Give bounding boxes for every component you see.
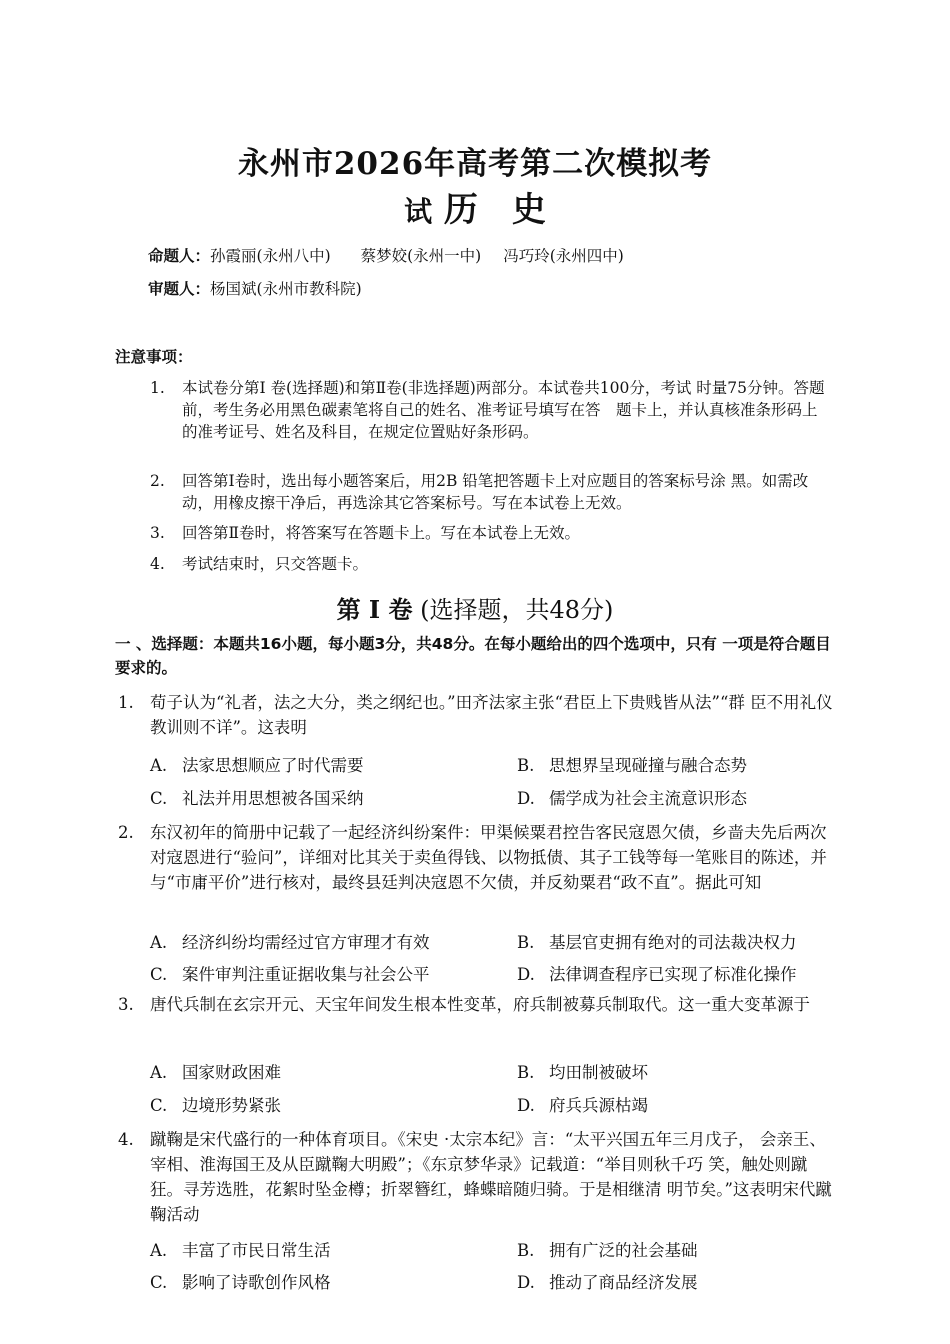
option-d	[517, 961, 797, 985]
option-text: 丰富了市民日常生活	[182, 1241, 331, 1260]
question-stem: 东汉初年的简册中记载了一起经济纠纷案件：甲渠候粟君控告客民寇恩欠债，乡啬夫先后两次对寇恩进行“验问”，详细对比其关于卖鱼得钱、以物抵债、其子工钱等每一笔账目的陈述，并与“市庸平价”进行核对，最终县廷判决寇恩不欠债，并反劾粟君“政不直”。据此可知	[150, 823, 827, 892]
question-number: 1.	[118, 693, 134, 712]
option-label: A.	[150, 933, 168, 952]
proposer-3: 冯巧玲(永州四中)	[503, 247, 624, 265]
note-num: 1.	[150, 379, 165, 397]
option-text: 思想界呈现碰撞与融合态势	[549, 756, 747, 775]
option-d	[517, 1092, 648, 1116]
proposer-label: 命题人：	[148, 247, 211, 265]
proposer-1: 孙霞丽(永州八中)	[210, 247, 331, 265]
reviewer: 杨国斌(永州市教科院)	[210, 280, 362, 298]
question-number: 3.	[118, 995, 134, 1014]
option-label: D.	[517, 789, 535, 808]
option-text: 案件审判注重证据收集与社会公平	[182, 965, 430, 984]
option-a	[150, 752, 364, 776]
subject-name: 历 史	[443, 190, 546, 230]
subject-prefix: 试	[404, 195, 433, 228]
reviewer-line	[148, 277, 362, 299]
option-c	[150, 961, 430, 985]
question-1	[118, 690, 833, 740]
exam-subject	[0, 182, 950, 231]
option-d	[517, 785, 747, 809]
note-text: 回答第Ⅱ卷时，将答案写在答题卡上。写在本试卷上无效。	[182, 524, 581, 542]
option-c	[150, 785, 364, 809]
option-text: 推动了商品经济发展	[549, 1273, 698, 1292]
option-label: D.	[517, 965, 535, 984]
option-label: B.	[517, 1063, 535, 1082]
note-item	[150, 553, 830, 575]
note-num: 2.	[150, 472, 165, 490]
part-instructions: 一 、选择题：本题共16小题，每小题3分，共48分。在每小题给出的四个选项中，只有 一项是符合题目要求的。	[115, 635, 831, 677]
note-num: 3.	[150, 524, 165, 542]
option-label: A.	[150, 1063, 168, 1082]
question-stem: 蹴鞠是宋代盛行的一种体育项目。《宋史 ·太宗本纪》言：“太平兴国五年三月戊子， 会亲王、宰相、淮海国王及从臣蹴鞠大明殿”；《东京梦华录》记载道：“举目则秋千巧 笑，触处则蹴狂。寻芳选胜，花絮时坠金樽；折翠簪红，蜂蝶暗随归骑。于是相继清 明节矣。”这表明宋代蹴鞠活动	[150, 1130, 832, 1224]
question-stem: 荀子认为“礼者，法之大分，类之纲纪也。”田齐法家主张“君臣上下贵贱皆从法”“群 臣不用礼仪教训则不详”。这表明	[150, 693, 833, 737]
option-label: D.	[517, 1096, 535, 1115]
question-4	[118, 1127, 833, 1227]
option-a	[150, 1237, 331, 1261]
option-label: C.	[150, 965, 168, 984]
option-label: C.	[150, 1096, 168, 1115]
option-label: B.	[517, 756, 535, 775]
note-text: 考试结束时，只交答题卡。	[182, 555, 369, 573]
note-num: 4.	[150, 555, 165, 573]
question-2	[118, 820, 833, 895]
option-c	[150, 1269, 331, 1293]
option-label: B.	[517, 1241, 535, 1260]
option-b	[517, 1059, 648, 1083]
question-number: 4.	[118, 1130, 134, 1149]
option-text: 礼法并用思想被各国采纳	[182, 789, 364, 808]
note-item	[150, 377, 830, 443]
option-label: B.	[517, 933, 535, 952]
note-text: 本试卷分第Ⅰ 卷(选择题)和第Ⅱ卷(非选择题)两部分。本试卷共100分，考试 时量75分钟。答题前，考生务必用黑色碳素笔将自己的姓名、准考证号填写在答 题卡上，并认真核准条形码上的准考证号、姓名及科目，在规定位置贴好条形码。	[182, 379, 825, 441]
option-text: 法家思想顺应了时代需要	[182, 756, 364, 775]
note-item	[150, 470, 830, 514]
option-text: 均田制被破坏	[549, 1063, 648, 1082]
question-3	[118, 992, 833, 1017]
note-item	[150, 522, 830, 544]
section-heading	[0, 590, 950, 625]
option-label: A.	[150, 1241, 168, 1260]
option-text: 边境形势紧张	[182, 1096, 281, 1115]
option-a	[150, 929, 430, 953]
option-text: 国家财政困难	[182, 1063, 281, 1082]
section-desc: (选择题，共48分)	[420, 596, 614, 624]
option-text: 拥有广泛的社会基础	[549, 1241, 698, 1260]
option-b	[517, 1237, 698, 1261]
option-label: C.	[150, 1273, 168, 1292]
option-text: 基层官吏拥有绝对的司法裁决权力	[549, 933, 797, 952]
option-text: 法律调查程序已实现了标准化操作	[549, 965, 797, 984]
proposers-line	[148, 244, 624, 266]
reviewer-label: 审题人：	[148, 280, 211, 298]
option-a	[150, 1059, 281, 1083]
proposer-2: 蔡梦姣(永州一中)	[360, 247, 482, 265]
section-label: 第 I 卷	[336, 595, 413, 624]
option-label: C.	[150, 789, 168, 808]
option-label: A.	[150, 756, 168, 775]
option-label: D.	[517, 1273, 535, 1292]
question-number: 2.	[118, 823, 134, 842]
option-b	[517, 929, 797, 953]
option-d	[517, 1269, 698, 1293]
note-text: 回答第Ⅰ卷时，选出每小题答案后，用2B 铅笔把答题卡上对应题目的答案标号涂 黑。如需改动，用橡皮擦干净后，再选涂其它答案标号。写在本试卷上无效。	[182, 472, 809, 512]
exam-title: 永州市2026年高考第二次模拟考	[237, 146, 713, 182]
option-text: 府兵兵源枯竭	[549, 1096, 648, 1115]
option-text: 影响了诗歌创作风格	[182, 1273, 331, 1292]
option-c	[150, 1092, 281, 1116]
question-stem: 唐代兵制在玄宗开元、天宝年间发生根本性变革，府兵制被募兵制取代。这一重大变革源于	[150, 995, 810, 1014]
option-b	[517, 752, 747, 776]
option-text: 儒学成为社会主流意识形态	[549, 789, 747, 808]
option-text: 经济纠纷均需经过官方审理才有效	[182, 933, 430, 952]
notes-title: 注意事项：	[115, 348, 193, 366]
